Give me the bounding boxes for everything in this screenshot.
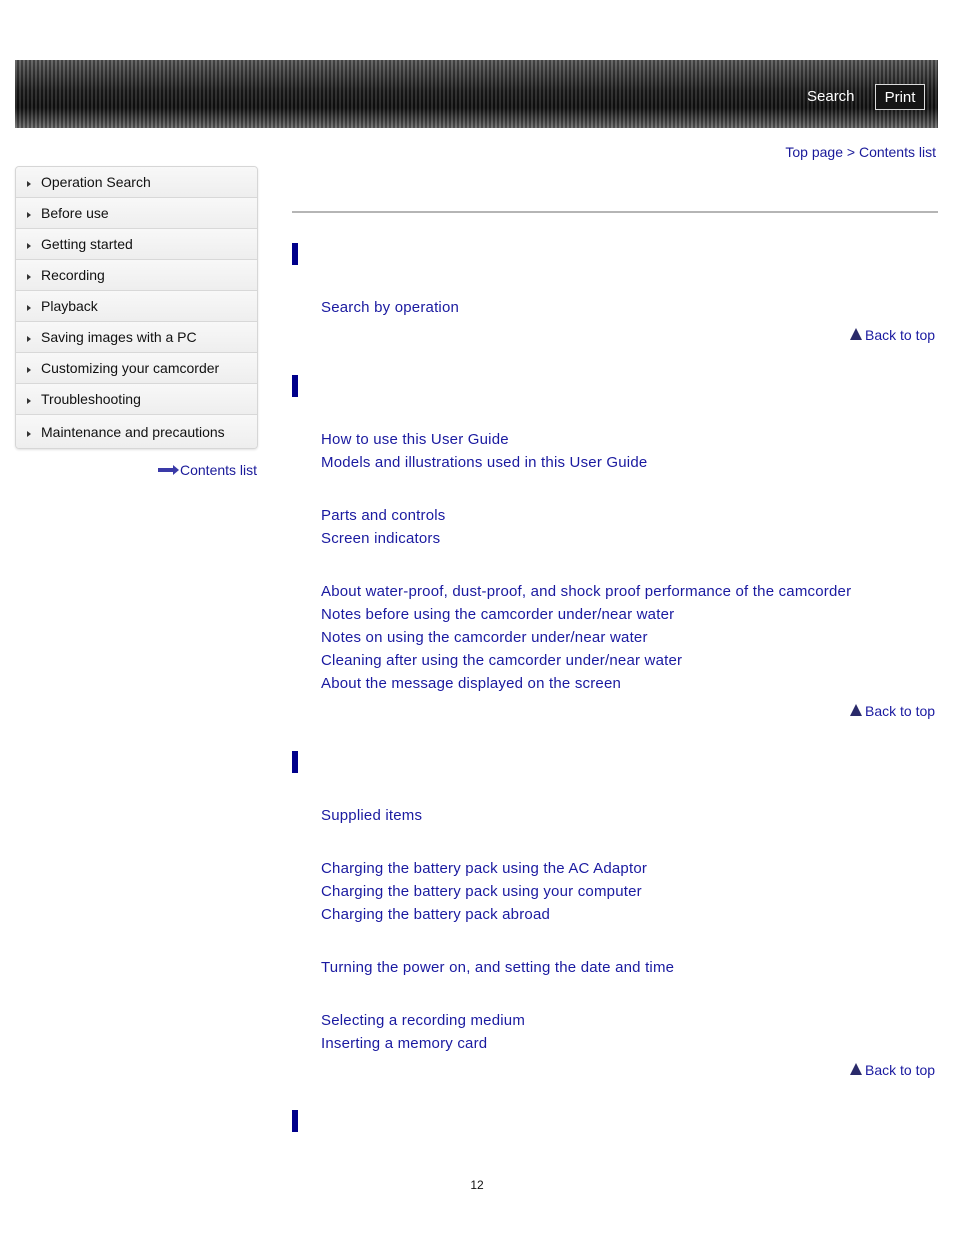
page-number: 12 — [470, 1178, 484, 1192]
chevron-right-icon — [27, 181, 31, 187]
sidebar-item-recording[interactable] — [16, 260, 257, 291]
triangle-up-icon — [850, 704, 862, 716]
back-to-top-label: Back to top — [865, 1062, 936, 1078]
chevron-right-icon — [27, 398, 31, 404]
sidebar-item-operation-search[interactable] — [16, 167, 257, 198]
link-turning-power[interactable]: Turning the power on, and setting the date and time — [321, 959, 675, 976]
link-selecting-medium[interactable]: Selecting a recording medium — [321, 1012, 526, 1029]
link-water-proof[interactable]: About water-proof, dust-proof, and shock proof performance of the camcorder — [321, 583, 852, 600]
section-marker — [292, 375, 298, 397]
back-to-top-label: Back to top — [865, 327, 936, 343]
sidebar-item-label: Troubleshooting — [41, 391, 141, 407]
sidebar-item-troubleshooting[interactable] — [16, 384, 257, 415]
chevron-right-icon — [27, 243, 31, 249]
sidebar-item-getting-started[interactable] — [16, 229, 257, 260]
sidebar-item-saving-images[interactable] — [16, 322, 257, 353]
chevron-right-icon — [27, 431, 31, 437]
sidebar-item-label: Before use — [41, 205, 109, 221]
link-notes-on[interactable]: Notes on using the camcorder under/near water — [321, 629, 648, 646]
sidebar-item-before-use[interactable] — [16, 198, 257, 229]
title-divider — [292, 211, 938, 213]
link-charging-ac[interactable]: Charging the battery pack using the AC Adaptor — [321, 860, 648, 877]
sidebar-nav — [15, 166, 258, 449]
search-button[interactable]: Search — [807, 88, 855, 105]
link-cleaning-after[interactable]: Cleaning after using the camcorder under/near water — [321, 652, 683, 669]
chevron-right-icon — [27, 367, 31, 373]
header-bar — [15, 60, 938, 128]
chevron-right-icon — [27, 336, 31, 342]
section-marker — [292, 1110, 298, 1132]
sidebar-item-label: Playback — [41, 298, 98, 314]
link-parts-controls[interactable]: Parts and controls — [321, 507, 446, 524]
sidebar-item-label: Saving images with a PC — [41, 329, 197, 345]
sidebar-item-label: Operation Search — [41, 174, 151, 190]
link-notes-before[interactable]: Notes before using the camcorder under/near water — [321, 606, 675, 623]
link-charging-computer[interactable]: Charging the battery pack using your computer — [321, 883, 642, 900]
sidebar-item-playback[interactable] — [16, 291, 257, 322]
sidebar-item-customizing[interactable] — [16, 353, 257, 384]
chevron-right-icon — [27, 212, 31, 218]
link-how-to-use[interactable]: How to use this User Guide — [321, 431, 509, 448]
breadcrumb — [785, 144, 936, 160]
back-to-top-link[interactable] — [850, 327, 935, 343]
sidebar-item-label: Customizing your camcorder — [41, 360, 220, 376]
link-charging-abroad[interactable]: Charging the battery pack abroad — [321, 906, 551, 923]
contents-list-label: Contents list — [180, 462, 258, 478]
back-to-top-link[interactable] — [850, 703, 935, 719]
link-supplied-items[interactable]: Supplied items — [321, 807, 423, 824]
breadcrumb-top-page[interactable]: Top page — [785, 144, 843, 160]
print-button[interactable]: Print — [875, 84, 925, 110]
back-to-top-label: Back to top — [865, 703, 936, 719]
sidebar-item-label: Maintenance and precautions — [41, 423, 225, 440]
link-screen-indicators[interactable]: Screen indicators — [321, 530, 441, 547]
triangle-up-icon — [850, 328, 862, 340]
sidebar-item-label: Recording — [41, 267, 105, 283]
breadcrumb-separator: > — [846, 144, 856, 160]
arrow-right-icon — [158, 468, 174, 472]
link-about-message[interactable]: About the message displayed on the screen — [321, 675, 622, 692]
link-search-by-operation[interactable]: Search by operation — [321, 299, 460, 316]
link-models-illustrations[interactable]: Models and illustrations used in this User Guide — [321, 454, 648, 471]
section-marker — [292, 751, 298, 773]
sidebar-item-maintenance[interactable] — [16, 415, 257, 448]
sidebar-item-label: Getting started — [41, 236, 133, 252]
chevron-right-icon — [27, 274, 31, 280]
breadcrumb-contents-list[interactable]: Contents list — [858, 144, 936, 160]
link-inserting-card[interactable]: Inserting a memory card — [321, 1035, 488, 1052]
section-marker — [292, 243, 298, 265]
back-to-top-link[interactable] — [850, 1062, 935, 1078]
chevron-right-icon — [27, 305, 31, 311]
sidebar-contents-list-link[interactable] — [158, 462, 257, 478]
triangle-up-icon — [850, 1063, 862, 1075]
